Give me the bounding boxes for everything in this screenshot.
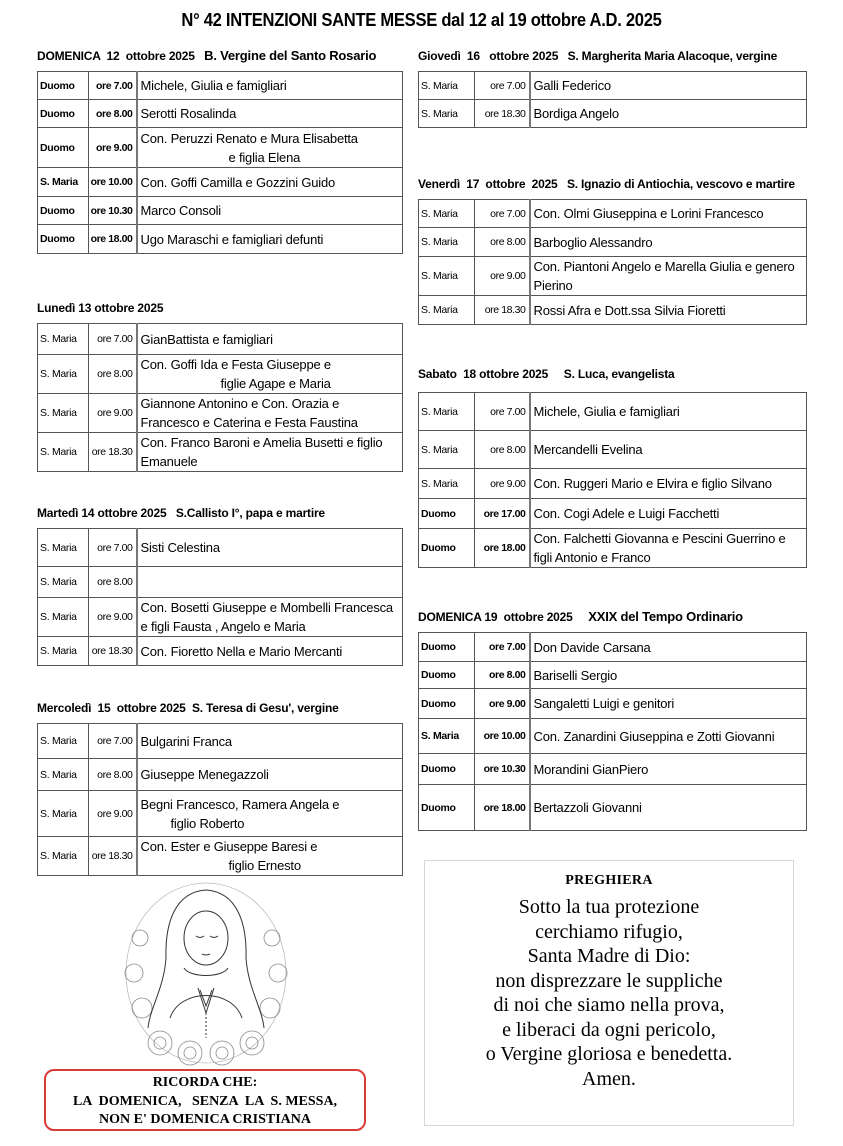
time-cell: ore 18.30 [89,837,137,876]
table-row [38,433,403,472]
intention-cell: Michele, Giulia e famigliari [530,393,807,431]
reminder-line: LA DOMENICA, SENZA LA S. MESSA, [72,1093,338,1109]
day-date: DOMENICA 19 ottobre 2025 [418,610,573,624]
church-cell: S. Maria [38,567,89,598]
time-cell: ore 17.00 [475,499,530,529]
day-date: Lunedì 13 ottobre 2025 [37,301,164,315]
church-cell: S. Maria [419,72,475,100]
table-row [38,128,403,168]
table-row [38,225,403,254]
time-cell: ore 18.30 [475,100,530,128]
intention-cell: Bertazzoli Giovanni [530,785,807,831]
prayer-line: cerchiamo rifugio, [535,920,683,943]
intention-cell: Con. Fioretto Nella e Mario Mercanti [137,637,403,666]
church-cell: S. Maria [38,837,89,876]
table-row [419,431,807,469]
time-cell: ore 7.00 [89,324,137,355]
table-row [38,567,403,598]
church-cell: Duomo [38,197,89,225]
intention-cell: Marco Consoli [137,197,403,225]
day-saint: S. Teresa di Gesu', vergine [191,701,339,715]
table-row [38,100,403,128]
time-cell: ore 10.30 [89,197,137,225]
church-cell: S. Maria [38,724,89,759]
day-date: Giovedì 16 ottobre 2025 [418,49,559,63]
madonna-icon [120,878,292,1068]
time-cell: ore 8.00 [475,662,530,689]
intention-cell: Con. Goffi Camilla e Gozzini Guido [137,168,403,197]
intention-cell: Ugo Maraschi e famigliari defunti [137,225,403,254]
time-cell: ore 7.00 [475,200,530,228]
day-section-saturday-18 [418,365,807,568]
page-title: N° 42 INTENZIONI SANTE MESSE dal 12 al 19 ottobre A.D. 2025 [181,10,662,30]
time-cell: ore 9.00 [89,791,137,837]
intention-cell: Con. Peruzzi Renato e Mura Elisabetta e figlia Elena [137,128,403,168]
reminder-line: NON E' DOMENICA CRISTIANA [99,1112,311,1127]
church-cell: S. Maria [38,168,89,197]
table-row [38,529,403,567]
time-cell: ore 8.00 [475,228,530,257]
table-row [38,168,403,197]
time-cell: ore 8.00 [89,355,137,394]
table-row [419,785,807,831]
mass-table [418,199,807,325]
intention-cell: Morandini GianPiero [530,754,807,785]
table-row [419,719,807,754]
church-cell: Duomo [419,499,475,529]
intention-cell: Con. Goffi Ida e Festa Giuseppe e figlie Agape e Maria [137,355,403,394]
table-row [419,100,807,128]
time-cell: ore 18.30 [89,433,137,472]
table-row [38,724,403,759]
intention-cell: Con. Piantoni Angelo e Marella Giulia e genero Pierino [530,257,807,296]
church-cell: Duomo [419,529,475,568]
church-cell: S. Maria [38,637,89,666]
day-date: Martedì 14 ottobre 2025 [37,506,167,520]
prayer-line: Santa Madre di Dio: [527,945,691,967]
day-section-monday-13 [37,299,403,472]
intention-cell: Con. Falchetti Giovanna e Pescini Guerrino e figli Antonio e Franco [530,529,807,568]
table-row [38,791,403,837]
church-cell: Duomo [38,72,89,100]
intention-cell: Sangaletti Luigi e genitori [530,689,807,719]
mass-table [418,632,807,831]
church-cell: S. Maria [38,598,89,637]
intention-cell: Con. Franco Baroni e Amelia Busetti e figlio Emanuele [137,433,403,472]
intention-cell: Con. Ester e Giuseppe Baresi e figlio Ernesto [137,837,403,876]
church-cell: S. Maria [419,393,475,431]
church-cell: S. Maria [38,324,89,355]
intention-cell: Barboglio Alessandro [530,228,807,257]
table-row [38,197,403,225]
day-saint: S.Callisto I°, papa e martire [175,506,325,520]
church-cell: Duomo [419,754,475,785]
intention-cell: Con. Bosetti Giuseppe e Mombelli Francesca e figli Fausta , Angelo e Maria [137,598,403,637]
time-cell: ore 18.30 [89,637,137,666]
table-row [419,754,807,785]
day-saint: S. Luca, evangelista [563,367,675,381]
table-row [419,499,807,529]
table-row [419,393,807,431]
intention-cell: Con. Olmi Giuseppina e Lorini Francesco [530,200,807,228]
reminder-title: RICORDA CHE: [152,1075,258,1090]
time-cell: ore 8.00 [89,759,137,791]
table-row [38,637,403,666]
church-cell: S. Maria [38,355,89,394]
day-heading [418,608,807,626]
time-cell: ore 7.00 [89,724,137,759]
church-cell: S. Maria [419,200,475,228]
time-cell: ore 9.00 [475,689,530,719]
prayer-title: PREGHIERA [565,873,653,888]
church-cell: S. Maria [38,529,89,567]
day-date: DOMENICA 12 ottobre 2025 [37,49,195,63]
intention-cell: Don Davide Carsana [530,633,807,662]
church-cell: Duomo [419,785,475,831]
day-date: Mercoledì 15 ottobre 2025 [37,701,186,715]
prayer-line: o Vergine gloriosa e benedetta. [485,1043,733,1065]
time-cell: ore 9.00 [89,128,137,168]
time-cell: ore 7.00 [89,529,137,567]
intention-cell: Begni Francesco, Ramera Angela e figlio Roberto [137,791,403,837]
table-row [419,228,807,257]
mass-table [418,71,807,128]
table-row [38,394,403,433]
intention-cell: Bordiga Angelo [530,100,807,128]
church-cell: S. Maria [419,228,475,257]
church-cell: S. Maria [419,100,475,128]
church-cell: S. Maria [38,791,89,837]
day-heading [37,699,403,717]
table-row [38,355,403,394]
intention-cell: Con. Cogi Adele e Luigi Facchetti [530,499,807,529]
church-cell: S. Maria [419,719,475,754]
table-row [419,257,807,296]
prayer-line: di noi che siamo nella prova, [493,994,725,1016]
prayer-line: non disprezzare le suppliche [495,969,723,992]
day-section-tuesday-14 [37,504,403,666]
day-section-friday-17 [418,175,807,325]
table-row [38,72,403,100]
day-heading [418,175,807,193]
time-cell: ore 7.00 [475,633,530,662]
time-cell: ore 10.00 [89,168,137,197]
intention-cell: Michele, Giulia e famigliari [137,72,403,100]
reminder-box [44,1069,366,1131]
time-cell: ore 9.00 [89,598,137,637]
time-cell: ore 18.00 [475,785,530,831]
intention-cell: Serotti Rosalinda [137,100,403,128]
time-cell: ore 8.00 [89,100,137,128]
table-row [419,296,807,325]
church-cell: S. Maria [419,296,475,325]
table-row [419,200,807,228]
table-row [419,72,807,100]
day-saint: B. Vergine del Santo Rosario [204,48,377,63]
day-section-sunday-12 [37,47,403,254]
table-row [419,662,807,689]
table-row [419,689,807,719]
time-cell: ore 9.00 [475,257,530,296]
time-cell: ore 10.00 [475,719,530,754]
day-section-thursday-16 [418,47,807,128]
mass-table [418,392,807,568]
intention-cell: Con. Ruggeri Mario e Elvira e figlio Silvano [530,469,807,499]
mass-table [37,323,403,472]
intention-cell: Bariselli Sergio [530,662,807,689]
time-cell: ore 8.00 [475,431,530,469]
day-date: Sabato 18 ottobre 2025 [418,367,549,381]
table-row [419,469,807,499]
table-row [38,759,403,791]
intention-cell: Rossi Afra e Dott.ssa Silvia Fioretti [530,296,807,325]
madonna-illustration [120,878,292,1068]
time-cell: ore 10.30 [475,754,530,785]
time-cell: ore 18.00 [89,225,137,254]
mass-table [37,71,403,254]
intention-cell [137,567,403,598]
intention-cell: Bulgarini Franca [137,724,403,759]
day-heading [37,299,403,317]
intention-cell: Galli Federico [530,72,807,100]
day-saint: XXIX del Tempo Ordinario [588,609,743,624]
church-cell: Duomo [419,662,475,689]
church-cell: S. Maria [38,759,89,791]
mass-table [37,528,403,666]
church-cell: S. Maria [38,394,89,433]
prayer-line: Sotto la tua protezione [518,896,700,918]
time-cell: ore 9.00 [89,394,137,433]
day-heading [418,47,807,65]
time-cell: ore 7.00 [475,393,530,431]
day-heading [37,47,403,65]
table-row [419,529,807,568]
prayer-body [425,895,793,1091]
intention-cell: Giannone Antonino e Con. Orazia e Francesco e Caterina e Festa Faustina [137,394,403,433]
table-row [419,633,807,662]
church-cell: Duomo [38,225,89,254]
church-cell: S. Maria [419,469,475,499]
intention-cell: Sisti Celestina [137,529,403,567]
church-cell: Duomo [38,100,89,128]
intention-cell: Mercandelli Evelina [530,431,807,469]
day-section-wednesday-15 [37,699,403,876]
day-heading [37,504,403,522]
church-cell: Duomo [419,633,475,662]
church-cell: S. Maria [419,431,475,469]
table-row [38,324,403,355]
church-cell: Duomo [38,128,89,168]
mass-table [37,723,403,876]
church-cell: S. Maria [419,257,475,296]
table-row [38,598,403,637]
prayer-line: Amen. [582,1067,636,1090]
church-cell: S. Maria [38,433,89,472]
intention-cell: GianBattista e famigliari [137,324,403,355]
day-saint: S. Margherita Maria Alacoque, vergine [567,49,778,63]
time-cell: ore 18.00 [475,529,530,568]
time-cell: ore 9.00 [475,469,530,499]
intention-cell: Giuseppe Menegazzoli [137,759,403,791]
prayer-box [424,860,794,1126]
table-row [38,837,403,876]
time-cell: ore 18.30 [475,296,530,325]
church-cell: Duomo [419,689,475,719]
day-date: Venerdì 17 ottobre 2025 [418,177,558,191]
prayer-line: e liberaci da ogni pericolo, [502,1018,716,1041]
intention-cell: Con. Zanardini Giuseppina e Zotti Giovanni [530,719,807,754]
day-heading [418,365,807,383]
day-section-sunday-19 [418,608,807,831]
time-cell: ore 8.00 [89,567,137,598]
time-cell: ore 7.00 [475,72,530,100]
day-saint: S. Ignazio di Antiochia, vescovo e martire [566,177,795,191]
time-cell: ore 7.00 [89,72,137,100]
